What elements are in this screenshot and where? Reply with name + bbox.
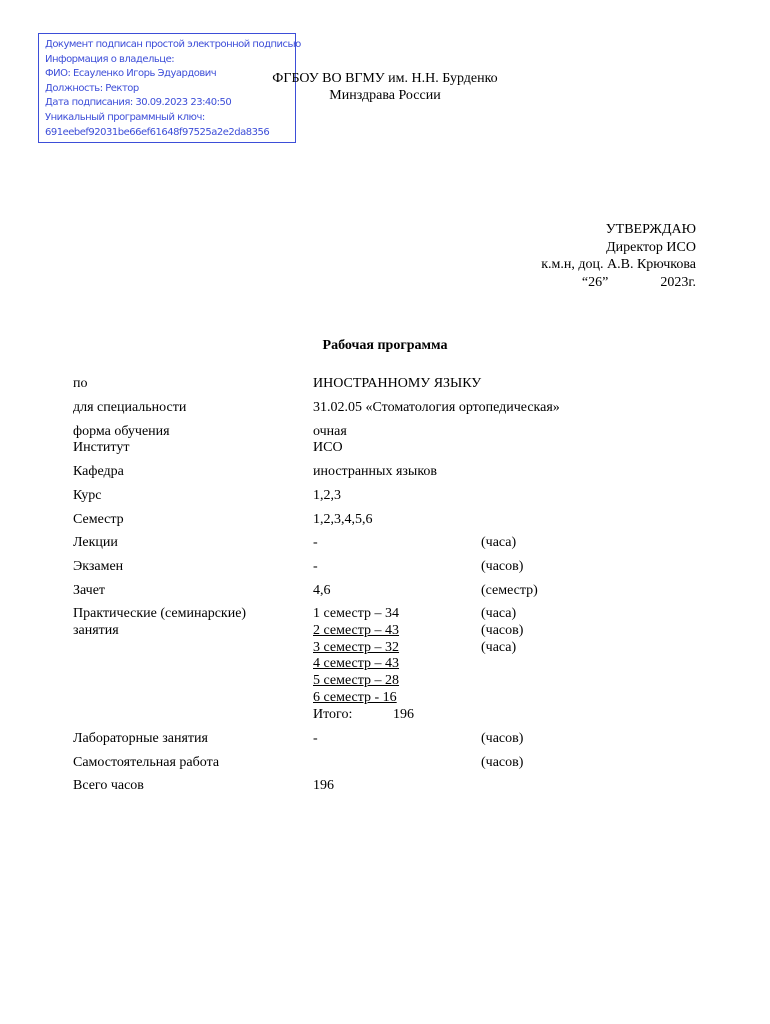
practical-semester-3: 3 семестр – 32 <box>313 640 400 655</box>
form-label: форма обучения <box>73 424 170 439</box>
subject-value: ИНОСТРАННОМУ ЯЗЫКУ <box>313 376 482 391</box>
stamp-line: 691eebef92031be66ef61648f97525a2e2da8356 <box>45 126 270 138</box>
lab-label: Лабораторные занятия <box>73 731 208 746</box>
practical-semester-1: 1 семестр – 34 <box>313 606 400 621</box>
lab-unit: (часов) <box>481 731 524 746</box>
document-title: Рабочая программа <box>322 338 448 353</box>
department-label: Кафедра <box>73 464 124 479</box>
specialty-label: для специальности <box>73 400 187 415</box>
selfwork-label: Самостоятельная работа <box>73 755 220 770</box>
stamp-line: Документ подписан простой электронной подписью <box>45 39 301 50</box>
practical-total-value: 196 <box>393 707 414 722</box>
all-hours-value: 196 <box>313 778 334 793</box>
lectures-value: - <box>313 535 318 550</box>
credit-label: Зачет <box>73 583 106 598</box>
practical-unit-1: (часа) <box>481 606 517 621</box>
exam-value: - <box>313 559 318 574</box>
exam-unit: (часов) <box>481 559 524 574</box>
approval-day: “26” <box>581 274 609 290</box>
practical-unit-3: (часа) <box>481 640 517 655</box>
practical-semester-6: 6 семестр - 16 <box>313 690 397 705</box>
practical-unit-2: (часов) <box>481 623 524 638</box>
institute-value: ИСО <box>313 440 343 455</box>
semester-value: 1,2,3,4,5,6 <box>313 512 373 527</box>
approval-heading: УТВЕРЖДАЮ <box>605 222 696 237</box>
approval-person: к.м.н, доц. А.В. Крючкова <box>541 257 696 272</box>
organization-name: ФГБОУ ВО ВГМУ им. Н.Н. Бурденко <box>272 71 498 86</box>
approval-position: Директор ИСО <box>606 239 696 255</box>
practical-semester-2: 2 семестр – 43 <box>313 623 400 638</box>
stamp-line: Информация о владельце: <box>45 53 175 65</box>
exam-label: Экзамен <box>73 559 124 574</box>
subject-label: по <box>73 376 88 391</box>
stamp-line: Дата подписания: 30.09.2023 23:40:50 <box>45 97 232 109</box>
form-value: очная <box>313 424 347 439</box>
practical-total-label: Итого: <box>313 707 353 722</box>
practical-semester-4: 4 семестр – 43 <box>313 656 400 671</box>
lectures-label: Лекции <box>73 535 118 550</box>
department-value: иностранных языков <box>313 464 438 479</box>
credit-unit: (семестр) <box>481 583 538 598</box>
selfwork-unit: (часов) <box>481 755 524 770</box>
lectures-unit: (часа) <box>481 535 517 550</box>
institute-label: Институт <box>73 440 130 455</box>
approval-block <box>541 221 696 291</box>
lab-value: - <box>313 731 318 746</box>
practical-label: Практические (семинарские) <box>73 606 247 621</box>
approval-date <box>541 274 696 292</box>
course-label: Курс <box>73 488 102 503</box>
stamp-line: Уникальный программный ключ: <box>45 111 205 123</box>
credit-value: 4,6 <box>313 583 331 598</box>
specialty-value: 31.02.05 «Стоматология ортопедическая» <box>313 400 560 415</box>
approval-year: 2023г. <box>660 274 696 290</box>
course-value: 1,2,3 <box>313 488 341 503</box>
stamp-line: Должность: Ректор <box>45 82 139 94</box>
all-hours-label: Всего часов <box>73 778 144 793</box>
semester-label: Семестр <box>73 512 124 527</box>
practical-semester-5: 5 семестр – 28 <box>313 673 400 688</box>
ministry-name: Минздрава России <box>329 88 441 103</box>
practical-label-cont: занятия <box>73 623 119 638</box>
stamp-line: ФИО: Есауленко Игорь Эдуардович <box>45 68 217 80</box>
